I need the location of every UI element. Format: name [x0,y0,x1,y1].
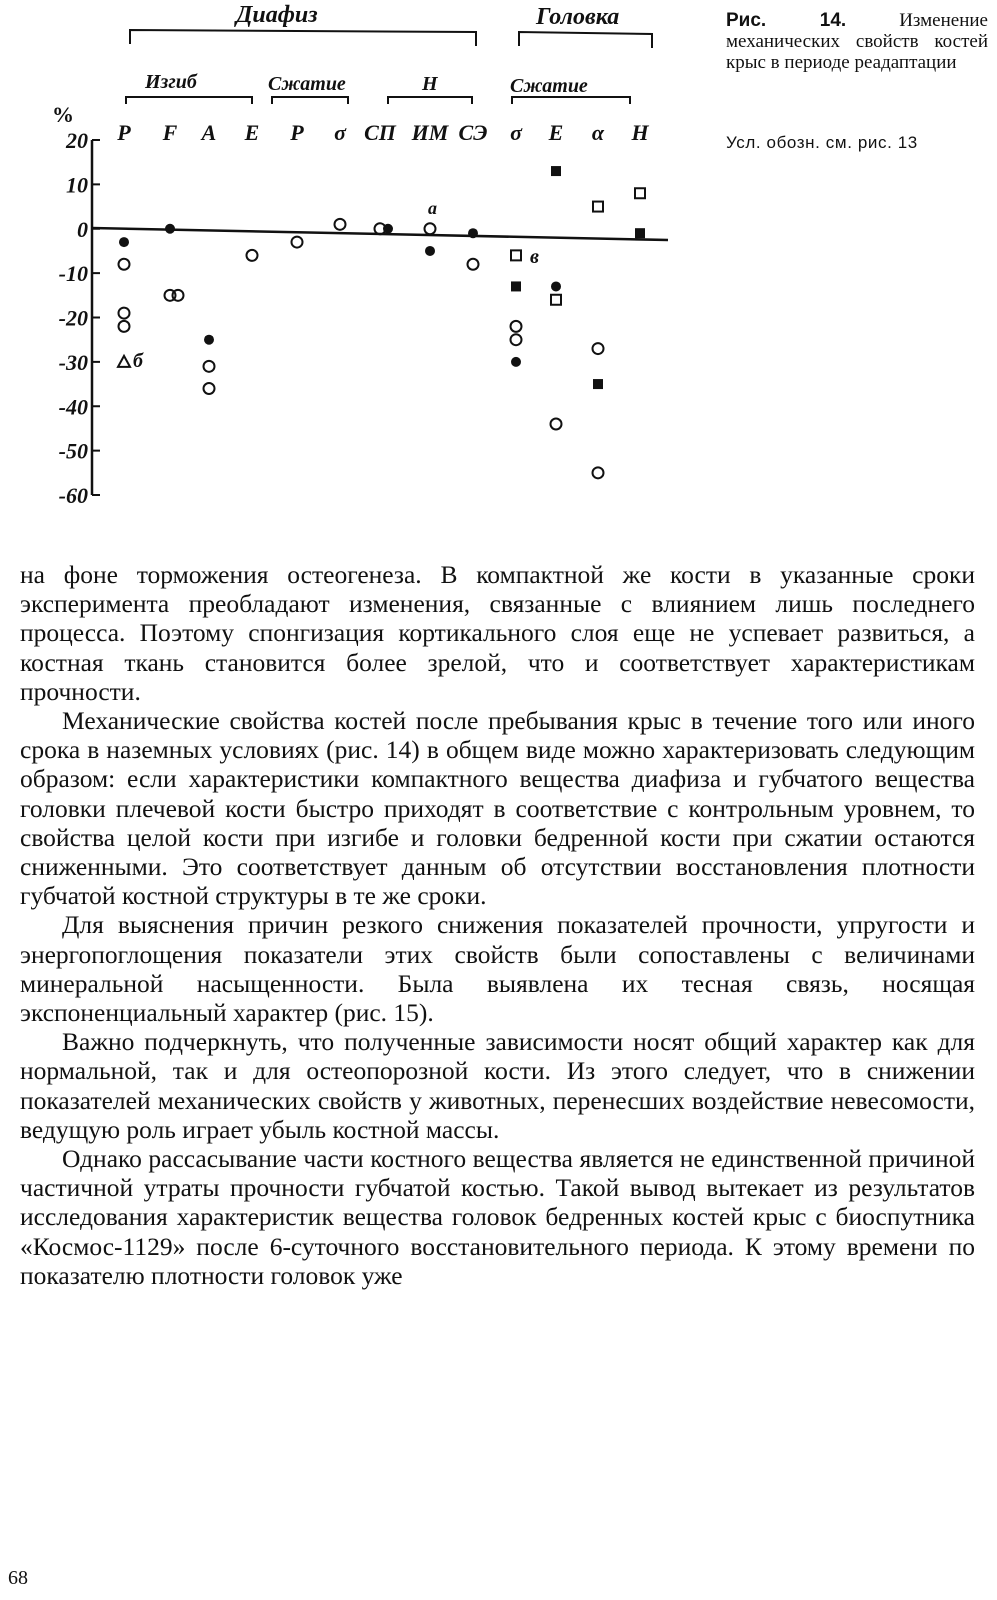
y-tick-label: 10 [66,172,88,198]
data-point-open-circle [292,237,303,248]
column-label: σ [334,120,346,145]
data-point-open-circle [204,361,215,372]
column-label: A [201,120,217,145]
y-tick-label: 20 [66,128,88,153]
column-label: E [548,120,564,145]
column-label: Н [631,120,649,145]
data-point-open-square [551,295,561,305]
data-point-open-square [635,188,645,198]
head-bracket [519,32,652,48]
y-axis-unit: % [52,102,74,127]
figure-14-scatter-chart [0,0,700,530]
data-point-filled-circle [551,281,561,291]
data-point-open-triangle [118,356,130,367]
data-point-filled-square [511,281,521,291]
paragraph: Для выяснения причин резкого снижения показателей прочности, упругости и энергопоглощения показатели этих свойств были сопоставлены с величинами минеральной насыщенности. Была выявлена их тесная связь, носящая экспоненциальный характер (рис. 15). [20,910,975,1028]
data-point-open-circle [335,219,346,230]
y-tick-label: -20 [58,305,88,331]
data-point-open-circle [511,334,522,345]
y-tick-label: -60 [58,483,88,508]
annotation-a: а [428,198,437,218]
paragraph: Однако рассасывание части костного вещества является не единственной причиной частичной утраты прочности губчатой костью. Такой вывод вытекает из результатов исследования характеристик вещества головок бедренных костей крыс с биоспутника «Космос-1129» после 6-суточного восстановительного периода. К этому времени по показателю плотности головок уже [20,1144,975,1290]
data-point-filled-circle [468,228,478,238]
paragraph: Механические свойства костей после пребывания крыс в течение того или иного срока в наземных условиях (рис. 14) в общем виде можно характеризовать следующим образом: если характеристики компактного вещества диафиза и губчатого вещества головки плечевой кости быстро приходят в соответствие с контрольным уровнем, то свойства целой кости при изгибе и головки бедренной кости при сжатии остаются сниженными. Это соответствует данным об отсутствии восстановления плотности губчатой костной структуры в те же сроки. [20,706,975,911]
paragraph: на фоне торможения остеогенеза. В компактной же кости в указанные сроки эксперимента преобладают изменения, связанные с влиянием лишь последнего процесса. Поэтому спонгизация кортикального слоя еще не успевает развиться, а костная ткань становится более зрелой, что и соответствует характеристикам прочности. [20,560,975,706]
y-tick-label: -10 [58,261,88,287]
data-point-filled-square [593,379,603,389]
data-point-open-circle [247,250,258,261]
column-label: СП [364,120,396,145]
data-points [118,166,645,478]
column-label: E [244,120,260,145]
data-point-filled-circle [165,224,175,234]
data-point-filled-circle [425,246,435,256]
data-point-filled-circle [383,224,393,234]
data-point-open-circle [468,259,479,270]
body-text [20,560,975,1290]
data-point-filled-circle [204,335,214,345]
column-label: ИМ [411,120,449,145]
data-point-filled-square [551,166,561,176]
subgroup-brackets [126,97,630,104]
y-tick-label: -50 [58,438,88,464]
data-point-open-square [593,202,603,212]
subgroup-label-bending: Изгиб [145,71,197,93]
data-point-open-circle [593,343,604,354]
data-point-open-circle [593,467,604,478]
y-ticks [59,128,100,508]
data-point-open-circle [119,321,130,332]
data-point-open-circle [119,308,130,319]
page-number: 68 [8,1567,28,1589]
annotation-v: в [530,246,539,268]
data-point-open-circle [204,383,215,394]
data-point-filled-circle [511,357,521,367]
figure-number: Рис. 14. [726,10,847,31]
data-point-open-circle [551,419,562,430]
diaphysis-bracket [130,30,476,46]
y-tick-label: 0 [77,216,88,242]
data-point-open-circle [425,223,436,234]
figure-caption [726,10,988,73]
data-point-open-circle [119,259,130,270]
data-point-filled-square [635,228,645,238]
paragraph: Важно подчеркнуть, что полученные зависимости носят общий характер как для нормальной, так и для остеопорозной кости. Из этого следует, что в снижении показателей механических свойств у животных, перенесших воздействие невесомости, ведущую роль играет убыль костной массы. [20,1027,975,1144]
subgroup-label-h: Н [422,73,438,95]
subgroup-label-compression: Сжатие [268,73,346,95]
annotation-b: б [133,350,143,372]
column-label: P [117,120,131,145]
group-label-head: Головка [536,4,620,30]
group-label-diaphysis: Диафиз [236,2,318,28]
column-label: СЭ [458,120,488,145]
data-point-open-circle [173,290,184,301]
column-label: σ [510,120,522,145]
figure-caption-note: Усл. обозн. см. рис. 13 [726,133,918,152]
column-label: α [591,120,605,145]
data-point-filled-circle [119,237,129,247]
subgroup-label-head-compression: Сжатие [510,75,588,97]
figure-caption-text: Изменение механических свойств костей крыс в периоде реадаптации [726,10,988,73]
y-tick-label: -40 [58,394,88,420]
column-label: P [290,120,304,145]
data-point-open-square [511,250,521,260]
data-point-open-circle [511,321,522,332]
column-labels [116,120,649,145]
column-label: F [162,120,178,145]
y-tick-label: -30 [58,349,88,375]
